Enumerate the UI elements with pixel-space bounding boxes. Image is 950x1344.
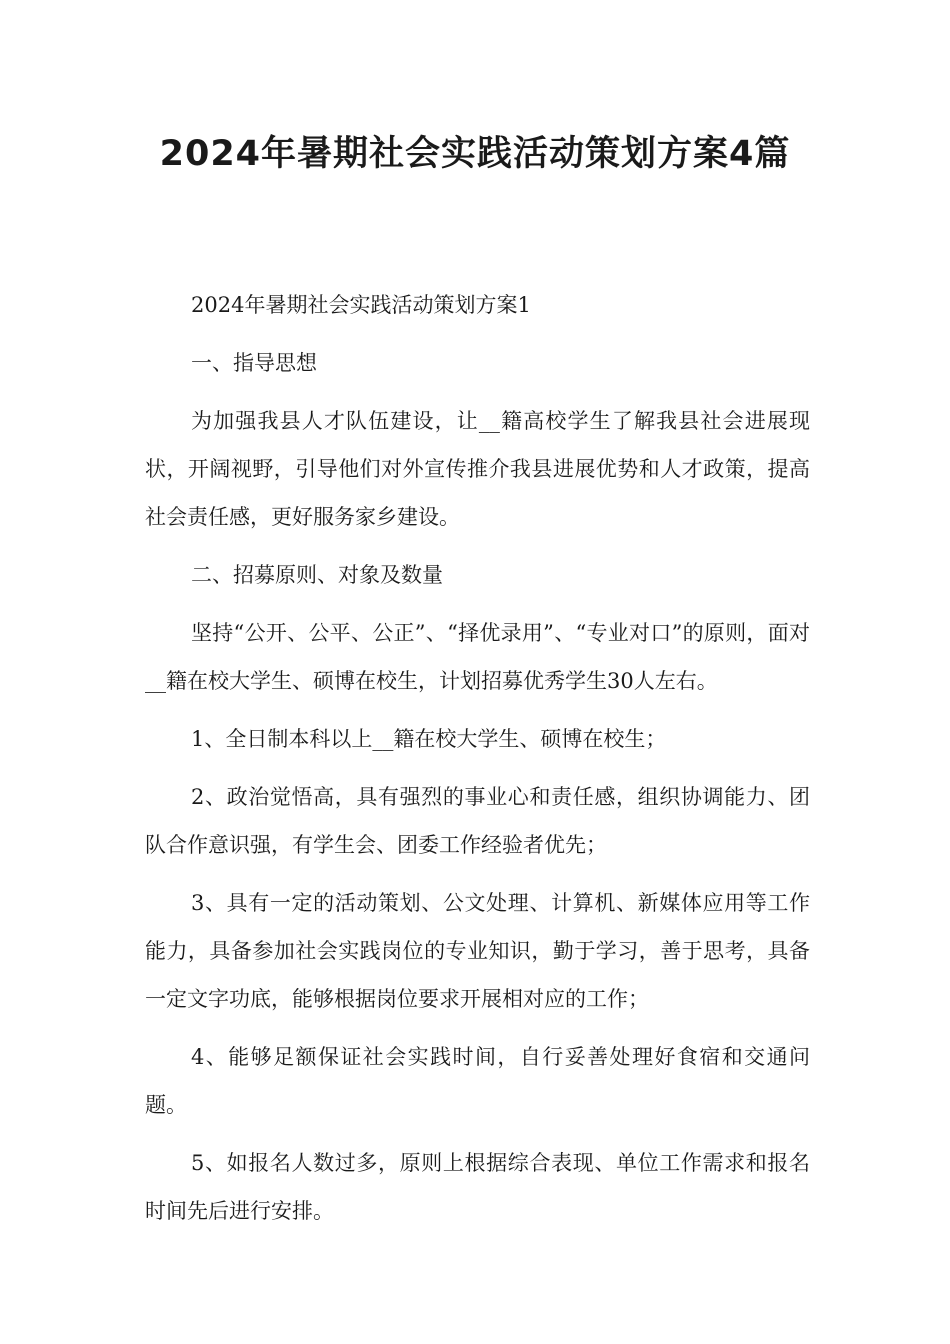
paragraph-recruitment-principle: 坚持“公开、公平、公正”、“择优录用”、“专业对口”的原则，面对__籍在校大学生、硕博在校生，计划招募优秀学生30人左右。: [145, 621, 810, 693]
section-heading-recruitment: 二、招募原则、对象及数量: [191, 563, 443, 587]
paragraph-guiding-ideology: 为加强我县人才队伍建设，让__籍高校学生了解我县社会进展现状，开阔视野，引导他们对外宣传推介我县进展优势和人才政策，提高社会责任感，更好服务家乡建设。: [145, 409, 810, 529]
list-item-requirement-1: 1、全日制本科以上__籍在校大学生、硕博在校生；: [191, 727, 667, 751]
section-heading-guiding-ideology: 一、指导思想: [191, 351, 317, 375]
document-body: [145, 281, 810, 1245]
list-item-requirement-5: 5、如报名人数过多，原则上根据综合表现、单位工作需求和报名时间先后进行安排。: [145, 1151, 810, 1223]
list-item-requirement-2: 2、政治觉悟高，具有强烈的事业心和责任感，组织协调能力、团队合作意识强，有学生会、团委工作经验者优先；: [145, 785, 810, 857]
list-item-requirement-3: 3、具有一定的活动策划、公文处理、计算机、新媒体应用等工作能力，具备参加社会实践岗位的专业知识，勤于学习，善于思考，具备一定文字功底，能够根据岗位要求开展相对应的工作；: [145, 891, 810, 1011]
list-item-requirement-4: 4、能够足额保证社会实践时间，自行妥善处理好食宿和交通问题。: [145, 1045, 810, 1117]
document-title: 2024年暑期社会实践活动策划方案4篇: [159, 134, 791, 174]
section-heading-plan-1: 2024年暑期社会实践活动策划方案1: [191, 293, 531, 317]
